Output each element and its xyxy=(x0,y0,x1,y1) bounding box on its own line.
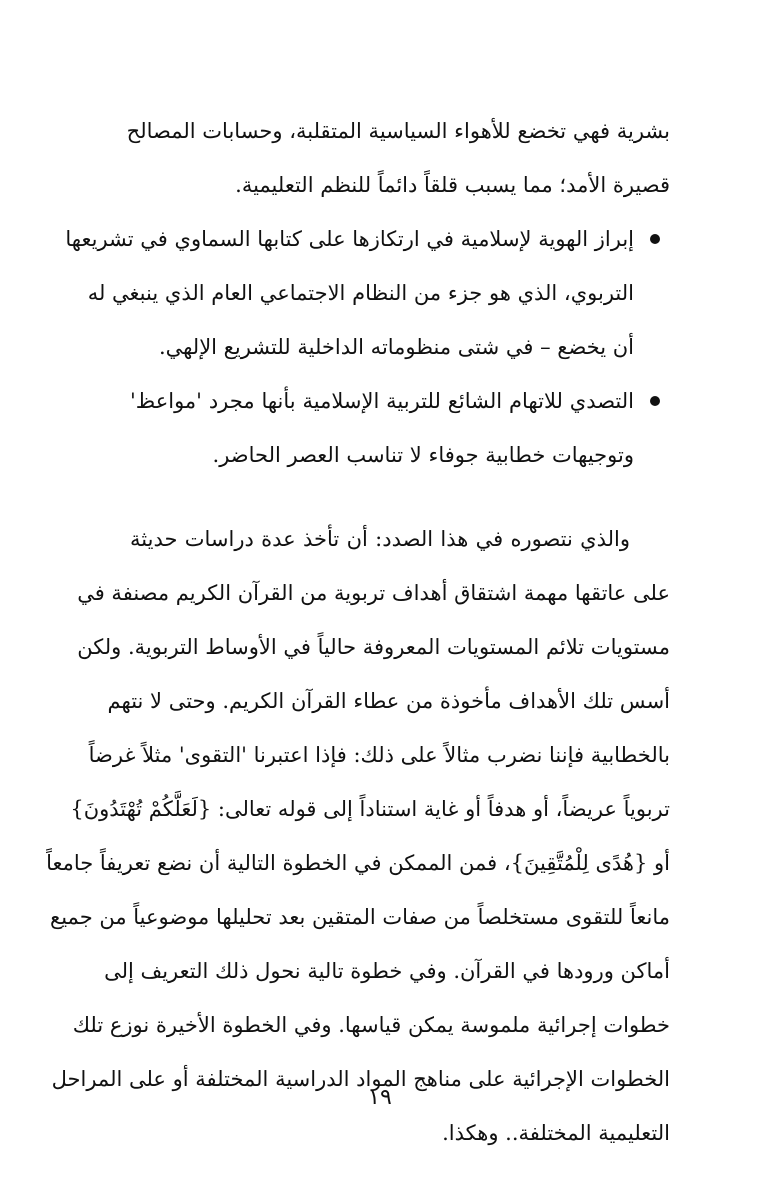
text-line: بشرية فهي تخضع للأهواء السياسية المتقلبة، وحسابات المصالح xyxy=(126,119,670,143)
bullet-item xyxy=(130,374,670,482)
text-line: أو {هُدًى لِلْمُتَّقِينَ}، فمن الممكن في الخطوة التالية أن نضع تعريفاً جامعاً xyxy=(46,851,670,875)
page-number: ١٩ xyxy=(368,1085,392,1110)
bullet-icon xyxy=(650,396,660,406)
text-line: بالخطابية فإننا نضرب مثالاً على ذلك: فإذا اعتبرنا 'التقوى' مثلاً غرضاً xyxy=(88,743,670,767)
text-line: على عاتقها مهمة اشتقاق أهداف تربوية من القرآن الكريم مصنفة في xyxy=(77,581,670,605)
page-body xyxy=(46,104,670,1160)
text-line: أسس تلك الأهداف مأخوذة من عطاء القرآن الكريم. وحتى لا نتهم xyxy=(107,689,670,713)
bullet-item xyxy=(65,212,670,374)
bullet-icon xyxy=(650,234,660,244)
text-line: التعليمية المختلفة.. وهكذا. xyxy=(442,1121,670,1145)
text-line: تربوياً عريضاً، أو هدفاً أو غاية استناداً إلى قوله تعالى: {لَعَلَّكُمْ تُهْتَدُونَ} xyxy=(70,797,670,821)
text-line: قصيرة الأمد؛ مما يسبب قلقاً دائماً للنظم التعليمية. xyxy=(235,173,670,197)
text-line: أماكن ورودها في القرآن. وفي خطوة تالية نحول ذلك التعريف إلى xyxy=(104,959,670,983)
intro-paragraph xyxy=(126,104,670,212)
text-line: التصدي للاتهام الشائع للتربية الإسلامية بأنها مجرد 'مواعظ' xyxy=(130,389,634,413)
text-line: وتوجيهات خطابية جوفاء لا تناسب العصر الحاضر. xyxy=(212,443,634,467)
paragraph-gap xyxy=(130,482,670,512)
main-paragraph xyxy=(46,512,670,1160)
text-line: التربوي، الذي هو جزء من النظام الاجتماعي العام الذي ينبغي له xyxy=(87,281,634,305)
text-line: والذي نتصوره في هذا الصدد: أن تأخذ عدة دراسات حديثة xyxy=(130,527,630,551)
text-line: خطوات إجرائية ملموسة يمكن قياسها. وفي الخطوة الأخيرة نوزع تلك xyxy=(72,1013,670,1037)
text-line: إبراز الهوية لإسلامية في ارتكازها على كتابها السماوي في تشريعها xyxy=(65,227,634,251)
text-line: الخطوات الإجرائية على مناهج المواد الدراسية المختلفة أو على المراحل xyxy=(51,1067,670,1091)
text-line: مانعاً للتقوى مستخلصاً من صفات المتقين بعد تحليلها موضوعياً من جميع xyxy=(50,905,670,929)
text-line: أن يخضع – في شتى منظوماته الداخلية للتشريع الإلهي. xyxy=(158,335,634,359)
text-line: مستويات تلائم المستويات المعروفة حالياً في الأوساط التربوية. ولكن xyxy=(77,635,670,659)
